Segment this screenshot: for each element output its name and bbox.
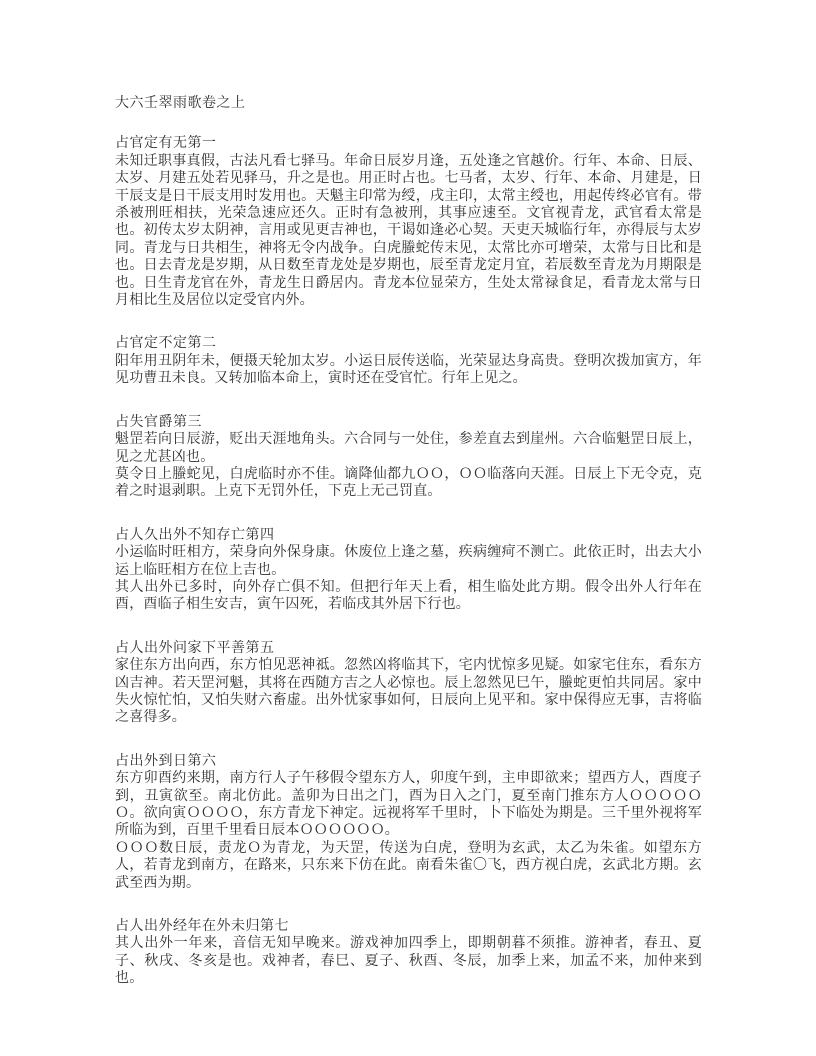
section-4-heading: 占人久出外不知存亡第四 <box>115 527 275 543</box>
section-4 <box>115 527 702 614</box>
paragraph: 其人出外已多时，向外存亡俱不知。但把行年天上看，相生临处此方期。假令出外人行年在酉，酉临子相生安吉，寅午囚死，若临戌其外居下行也。 <box>115 579 702 613</box>
document-title: 大六壬翠雨歌卷之上 <box>115 96 246 111</box>
section-6-heading: 占出外到日第六 <box>115 753 217 769</box>
section-2-heading: 占官定不定第二 <box>115 336 217 352</box>
section-1 <box>115 135 702 309</box>
paragraph: 阳年用丑阴年未，便摄天轮加太岁。小运日辰传送临，光荣显达身高贵。登明次拨加寅方，年见功曹丑未良。又转加临本命上，寅时还在受官忙。行年上见之。 <box>115 353 702 387</box>
section-3-heading: 占失官爵第三 <box>115 414 202 430</box>
section-6 <box>115 753 702 892</box>
section-5 <box>115 640 702 727</box>
section-7-heading: 占人出外经年在外未归第七 <box>115 919 289 935</box>
section-7 <box>115 918 702 988</box>
section-1-heading: 占官定有无第一 <box>115 136 217 152</box>
paragraph: 莫令日上螣蛇见，白虎临时亦不佳。谪降仙都九ＯＯ，ＯＯ临落向天涯。日辰上下无令克，克着之时退剥职。上克下无罚外任，下克上无己罚直。 <box>115 466 702 500</box>
section-3 <box>115 414 702 501</box>
section-5-heading: 占人出外问家下平善第五 <box>115 640 275 656</box>
paragraph: 未知迁职事真假，古法凡看七驿马。年命日辰岁月逢，五处逢之官越价。行年、本命、日辰、太岁、月建五处若见驿马，升之是也。用正时占也。七马者，太岁、行年、本命、月建是，日干辰支是日干辰支用时发用也。天魁主印常为绶，戌主印，太常主绶也，用起传终必官有。带杀被刑旺相扶，光荣急速应还久。正时有急被刑，其事应速至。文官视青龙，武官看太常是也。初传太岁太阴神，言用或见更吉神也，干谒如逢必心契。天吏天城临行年，亦得辰与太岁同。青龙与日共相生，神将无令内战争。白虎螣蛇传末见，太常比亦可增荣，太常与日比和是也。日去青龙是岁期，从日数至青龙处是岁期也，辰至青龙定月宜，若辰数至青龙为月期限是也。日生青龙官在外，青龙生日爵居内。青龙本位显荣方，生处太常禄食足，看青龙太常与日月相比生及居位以定受官内外。 <box>115 153 702 309</box>
paragraph: 家住东方出向西，东方怕见恶神祗。忽然凶将临其下，宅内忧惊多见疑。如家宅住东，看东方凶吉神。若天罡河魁，其将在西随方吉之人必惊也。辰上忽然见巳午，螣蛇更怕共同居。家中失火惊忙怕，又怕失财六畜虚。出外忧家事如何，日辰向上见平和。家中保得应无事，吉将临之喜得多。 <box>115 658 702 726</box>
paragraph: 小运临时旺相方，荣身向外保身康。休废位上逢之墓，疾病缠疴不测亡。此依正时，出去大小运上临旺相方在位上吉也。 <box>115 545 702 578</box>
section-2 <box>115 335 702 387</box>
paragraph: ＯＯＯ数日辰，责龙Ｏ为青龙，为天罡，传送为白虎，登明为玄武，太乙为朱雀。如望东方人，若青龙到南方，在路来，只东来下仿在此。南看朱雀〇飞，西方视白虎，玄武北方期。玄武至西为期。 <box>115 840 702 891</box>
paragraph: 东方卯酉约来期，南方行人子午移假令望东方人，卯度午到，主申即欲来；望西方人，酉度子到，丑寅欲至。南北仿此。盖卯为日出之门，酉为日入之门，夏至南门推东方人ＯＯＯＯＯＯ。欲向寅ＯＯＯＯ，东方青龙下神定。远视将军千里时，卜下临处为期是。三千里外视将军所临为到，百里千里看日辰本ＯＯＯＯＯＯ。 <box>115 771 702 839</box>
paragraph: 其人出外一年来，音信无知早晚来。游戏神加四季上，即期朝暮不须推。游神者，春丑、夏子、秋戌、冬亥是也。戏神者，春巳、夏子、秋酉、冬辰，加季上来，加孟不来，加仲来到也。 <box>115 936 702 987</box>
paragraph: 魁罡若向日辰游，贬出天涯地角头。六合同与一处住，参差直去到崖州。六合临魁罡日辰上，见之尤甚凶也。 <box>115 432 702 465</box>
